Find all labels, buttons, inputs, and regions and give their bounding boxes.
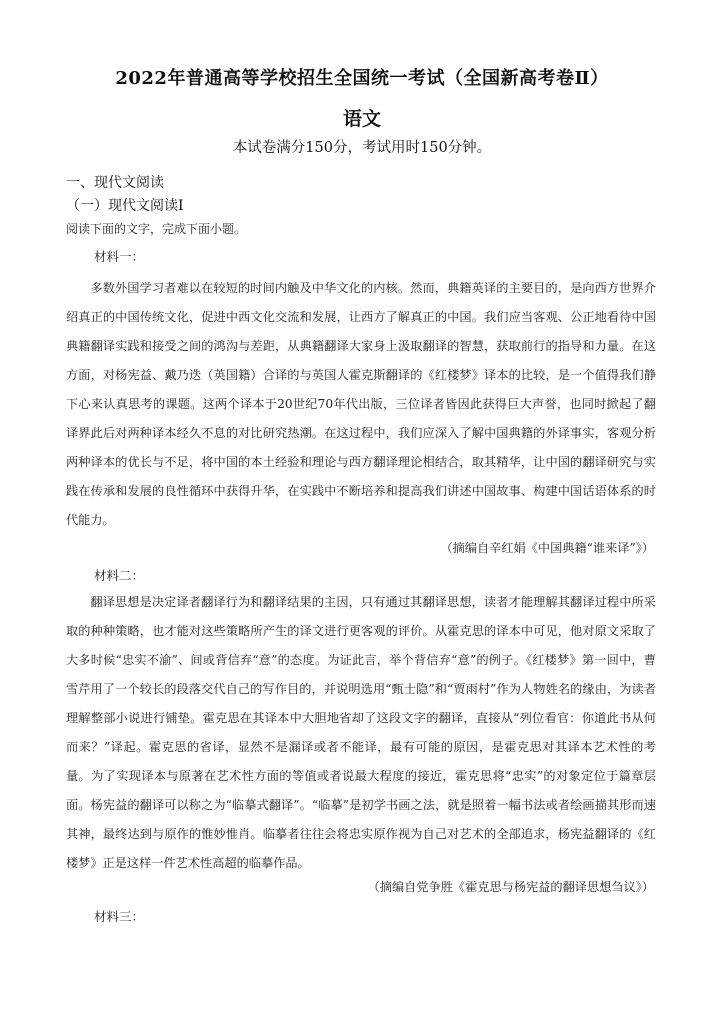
instruction-text: 阅读下面的文字，完成下面小题。 [66, 222, 247, 236]
material2-paragraph [66, 588, 656, 878]
material1-label: 材料一： [94, 249, 145, 264]
exam-title: 2022年普通高等学校招生全国统一考试（全国新高考卷Ⅱ） [115, 68, 609, 89]
material2-label: 材料二： [94, 568, 145, 583]
material2-text: 翻译思想是决定译者翻译行为和翻译结果的主因，只有通过其翻译思想，读者才能理解其翻译过程中所采取的种种策略，也才能对这些策略所产生的译文进行更客观的评价。从霍克思的译本中可见，他对原文采取了大多时候“忠实不渝”、间或背信弃“意”的态度。为证此言，举个背信弃“意”的例子。《红楼梦》第一回中，曹雪芹用了一个较长的段落交代自己的写作目的，并说明选用“甄士隐”和“贾雨村”作为人物姓名的缘由，为读者理解整部小说进行铺垫。霍克思在其译本中大胆地省却了这段文字的翻译，直接从“列位看官：你道此书从何而来？”译起。霍克思的省译，显然不是漏译或者不能译，最有可能的原因，是霍克思对其译本艺术性的考量。为了实现译本与原著在艺术性方面的等值或者说最大程度的接近，霍克思将“忠实”的对象定位于篇章层面。杨宪益的翻译可以称之为“临摹式翻译”。“临摹”是初学书画之法，就是照着一幅书法或者绘画描其形而速其神，最终达到与原作的惟妙惟肖。临摹者往往会将忠实原作视为自己对艺术的全部追求，杨宪益翻译的《红楼梦》正是这样一件艺术性高超的临摹作品。 [66, 595, 656, 870]
exam-info: 本试卷满分150分，考试用时150分钟。 [232, 140, 492, 156]
material2-source: （摘编自党争胜《霍克思与杨宪益的翻译思想刍议》） [367, 880, 654, 894]
material1-paragraph [66, 274, 656, 535]
subject-title: 语文 [342, 108, 381, 130]
subsection-heading: （一）现代文阅读Ⅰ [66, 198, 184, 214]
material1-text: 多数外国学习者难以在较短的时间内触及中华文化的内核。然而，典籍英译的主要目的，是向西方世界介绍真正的中国传统文化，促进中西文化交流和发展，让西方了解真正的中国。我们应当客观、公正地看待中国典籍翻译实践和接受之间的鸿沟与差距，从典籍翻译大家身上汲取翻译的智慧，获取前行的指导和力量。在这方面，对杨宪益、戴乃迭（英国籍）合译的与英国人霍克斯翻译的《红楼梦》译本的比较，是一个值得我们静下心来认真思考的课题。这两个译本于20世纪70年代出版，三位译者皆因此获得巨大声誉，也同时掀起了翻译界此后对两种译本经久不息的对比研究热潮。在这过程中，我们应深入了解中国典籍的外译事实，客观分析两种译本的优长与不足，将中国的本土经验和理论与西方翻译理论相结合，取其精华，让中国的翻译研究与实践在传承和发展的良性循环中获得升华，在实践中不断培养和提高我们讲述中国故事、构建中国话语体系的时代能力。 [66, 281, 656, 527]
section-heading: 一、现代文阅读 [66, 175, 164, 191]
material3-label: 材料三： [94, 909, 145, 924]
material1-source: （摘编自辛红娟《中国典籍“谁来译”》） [440, 541, 654, 555]
